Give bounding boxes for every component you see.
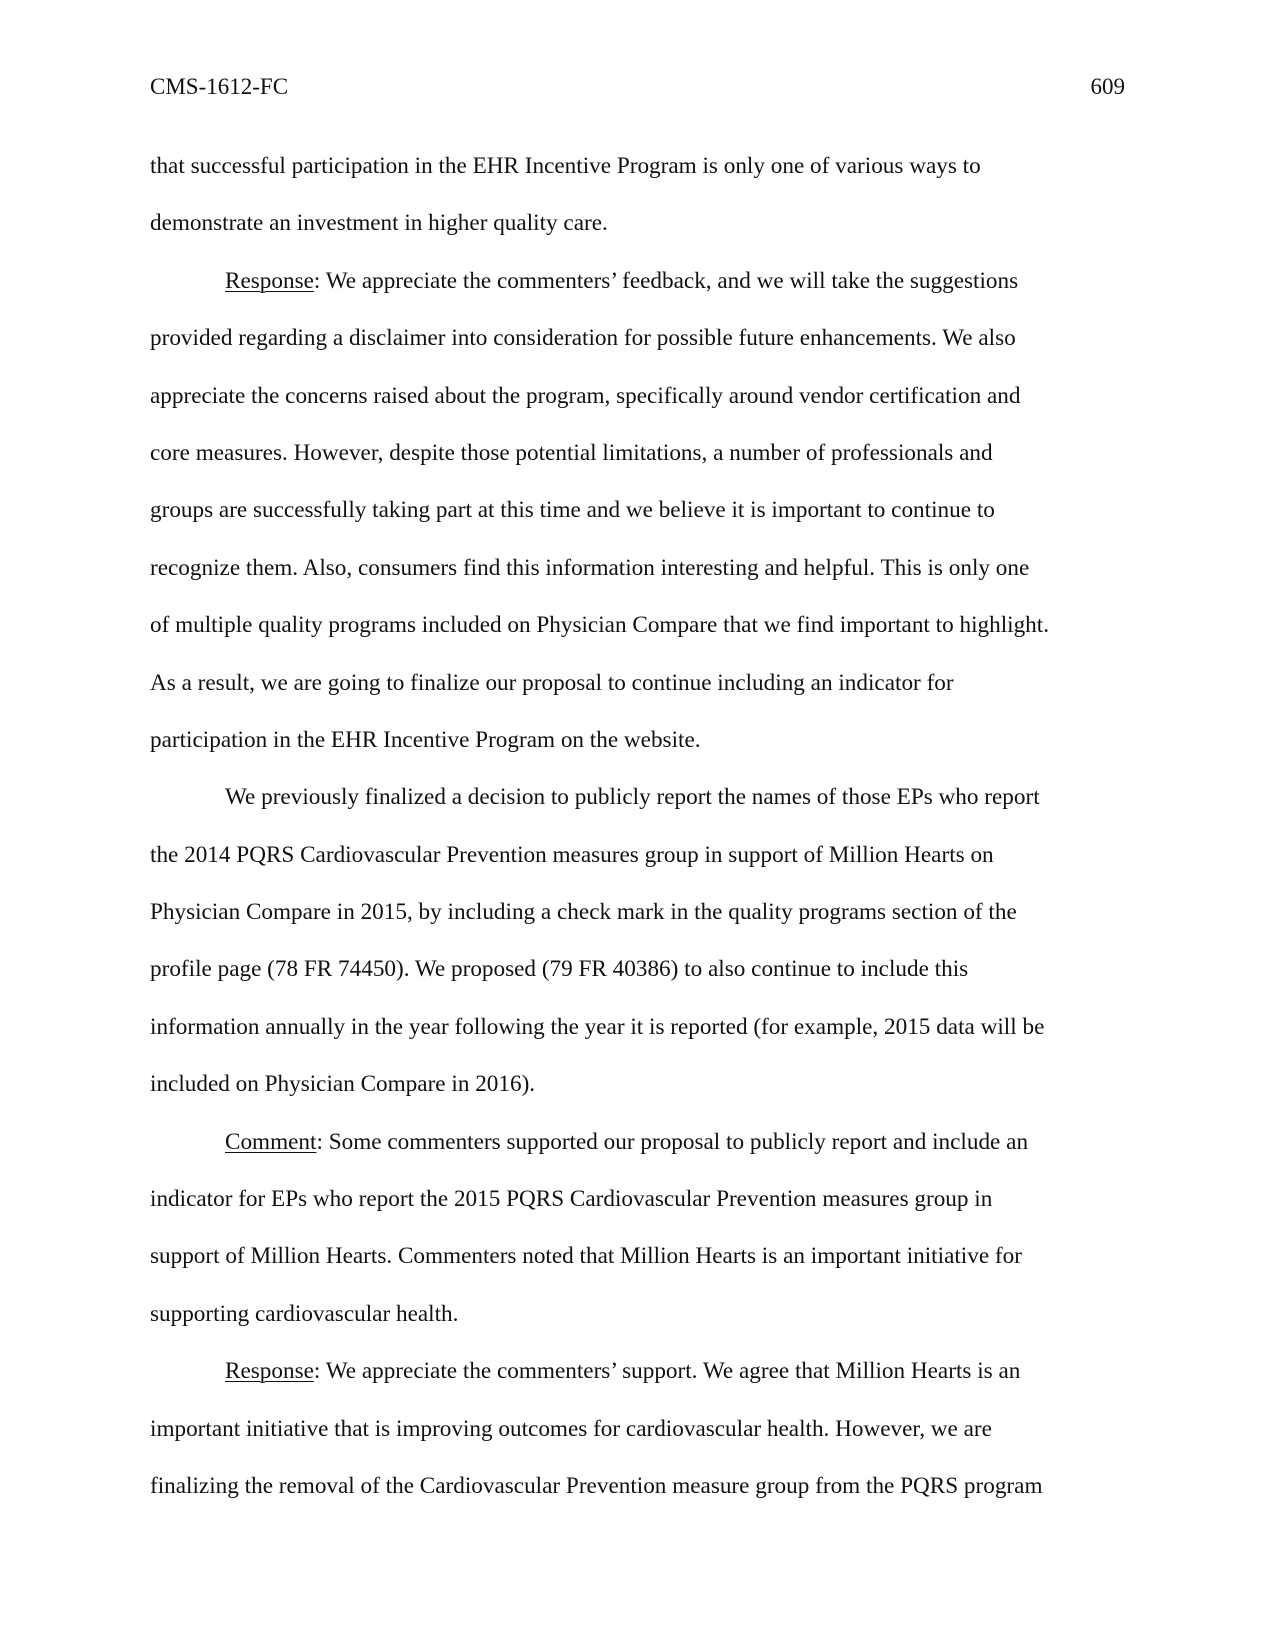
text-line xyxy=(150,884,1130,941)
text-line-content: information annually in the year following the year it is reported (for example, 2015 data will be xyxy=(150,1013,1045,1040)
text-line-content: We previously finalized a decision to publicly report the names of those EPs who report xyxy=(225,784,1040,811)
text-line-content: that successful participation in the EHR Incentive Program is only one of various ways to xyxy=(150,153,981,179)
text-line-content: : Some commenters supported our proposal to publicly report and include an xyxy=(316,1128,1029,1155)
text-line-content: As a result, we are going to finalize our proposal to continue including an indicator for xyxy=(150,669,954,696)
text-line xyxy=(150,827,1130,884)
text-line xyxy=(150,540,1130,597)
text-line xyxy=(150,253,1130,310)
text-line xyxy=(150,769,1130,826)
text-line-content: supporting cardiovascular health. xyxy=(150,1300,459,1327)
text-line-content: finalizing the removal of the Cardiovascular Prevention measure group from the PQRS program xyxy=(150,1472,1043,1499)
text-line-content: included on Physician Compare in 2016). xyxy=(150,1071,536,1098)
text-line xyxy=(150,482,1130,539)
text-line xyxy=(150,368,1130,425)
paragraph xyxy=(150,253,1130,770)
text-line xyxy=(150,712,1130,769)
text-line-content: : We appreciate the commenters’ feedback, and we will take the suggestions xyxy=(313,267,1019,294)
page-number: 609 xyxy=(1090,74,1125,99)
text-line-content: important initiative that is improving outcomes for cardiovascular health. However, we are xyxy=(150,1415,992,1442)
text-line-content: indicator for EPs who report the 2015 PQRS Cardiovascular Prevention measures group in xyxy=(150,1186,993,1213)
text-line-content: recognize them. Also, consumers find this information interesting and helpful. This is only one xyxy=(150,554,1030,581)
text-line xyxy=(150,1343,1130,1400)
paragraph xyxy=(150,138,1130,253)
text-line xyxy=(150,195,1130,252)
text-line xyxy=(150,1286,1130,1343)
text-line-content: core measures. However, despite those potential limitations, a number of professionals and xyxy=(150,439,993,466)
section-label: Response xyxy=(225,267,314,294)
text-line xyxy=(150,1228,1130,1285)
text-line-content: the 2014 PQRS Cardiovascular Prevention measures group in support of Million Hearts on xyxy=(150,841,994,868)
body-text xyxy=(150,138,1130,1515)
page-header xyxy=(150,74,1125,104)
section-label: Response xyxy=(225,1358,314,1385)
text-line-content: appreciate the concerns raised about the program, specifically around vendor certification and xyxy=(150,382,1021,409)
paragraph xyxy=(150,769,1130,1113)
text-line xyxy=(150,597,1130,654)
text-line xyxy=(150,941,1130,998)
document-id: CMS-1612-FC xyxy=(150,74,289,99)
text-line-content: participation in the EHR Incentive Program on the website. xyxy=(150,726,701,753)
text-line xyxy=(150,1458,1130,1515)
text-line-content: provided regarding a disclaimer into consideration for possible future enhancements. We also xyxy=(150,325,1016,352)
text-line-content: groups are successfully taking part at this time and we believe it is important to continue to xyxy=(150,497,995,524)
section-label: Comment xyxy=(225,1128,317,1155)
text-line-content: : We appreciate the commenters’ support. We agree that Million Hearts is an xyxy=(313,1358,1021,1385)
text-line-content: profile page (78 FR 74450). We proposed (79 FR 40386) to also continue to include this xyxy=(150,956,969,983)
text-line xyxy=(150,999,1130,1056)
text-line xyxy=(150,1171,1130,1228)
paragraph xyxy=(150,1343,1130,1515)
text-line xyxy=(150,1056,1130,1113)
text-line xyxy=(150,655,1130,712)
text-line xyxy=(150,425,1130,482)
text-line xyxy=(150,1114,1130,1171)
text-line-content: support of Million Hearts. Commenters noted that Million Hearts is an important initiative for xyxy=(150,1243,1022,1270)
text-line xyxy=(150,310,1130,367)
text-line xyxy=(150,1401,1130,1458)
text-line-content: Physician Compare in 2015, by including a check mark in the quality programs section of the xyxy=(150,899,1017,926)
text-line-content: demonstrate an investment in higher quality care. xyxy=(150,210,608,237)
text-line-content: of multiple quality programs included on Physician Compare that we find important to highlight. xyxy=(150,612,1050,639)
paragraph xyxy=(150,1114,1130,1344)
text-line xyxy=(150,138,1130,195)
